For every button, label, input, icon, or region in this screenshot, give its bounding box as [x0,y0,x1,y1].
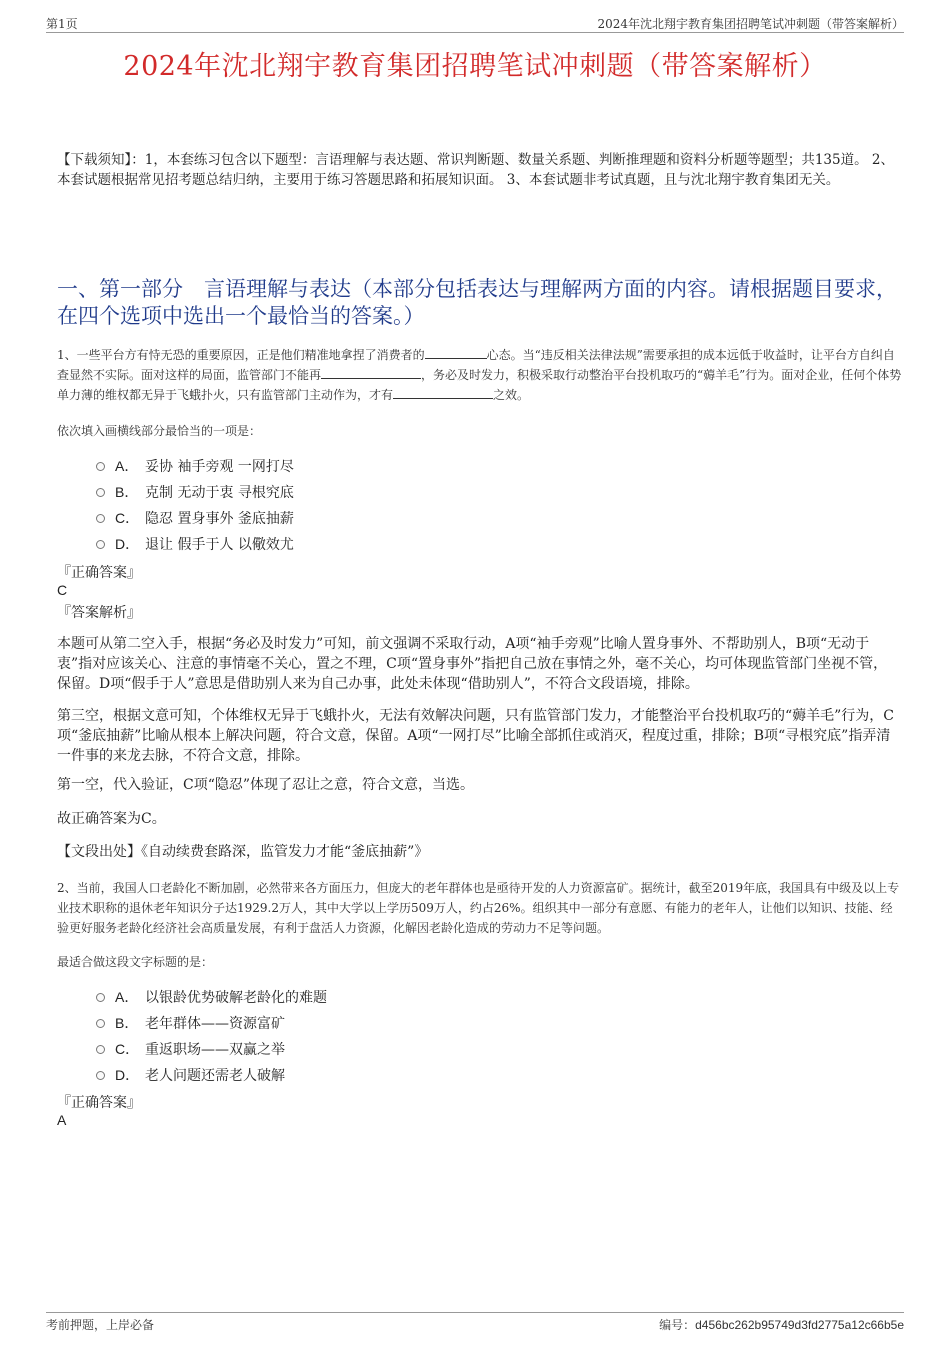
q1-source: 【文段出处】《自动续费套路深，监管发力才能“釜底抽薪”》 [57,844,429,860]
q1-prompt: 依次填入画横线部分最恰当的一项是： [57,424,262,438]
question-1-stem [57,345,902,405]
q2-option-b[interactable]: B． 老年群体——资源富矿 [96,1010,327,1036]
footer-code [659,1316,904,1333]
radio-icon[interactable] [96,514,105,523]
document-title: 2024年沈北翔宇教育集团招聘笔试冲刺题（带答案解析） [123,51,827,82]
q1-text-part-c: ，务必及时发力，积极采取行动整治平台投机取巧的“薅羊毛”行为。面对企业，任何个体势单力薄的维权都无异于飞蛾扑火，只有监管部门主动作为，才有 [57,368,902,402]
q2-prompt: 最适合做这段文字标题的是： [57,955,214,969]
download-notice: 【下载须知】：1，本套练习包含以下题型：言语理解与表达题、常识判断题、数量关系题、判断推理题和资料分析题等题型；共135道。 2、本套试题根据常见招考题总结归纳，主要用于练习答题思路和拓展知识面。 3、本套试题非考试真题，且与沈北翔宇教育集团无关。 [57,152,894,188]
q1-answer: C [57,582,68,598]
fill-blank-3 [393,386,493,399]
radio-icon[interactable] [96,488,105,497]
section-heading: 一、第一部分 言语理解与表达（本部分包括表达与理解两方面的内容。请根据题目要求，在四个选项中选出一个最恰当的答案。） [57,277,897,328]
q1-analysis-label: 『答案解析』 [57,605,141,621]
q1-options [96,453,294,557]
q1-analysis-paragraph: 本题可从第二空入手，根据“务必及时发力”可知，前文强调不采取行动，A项“袖手旁观”比喻人置身事外、不帮助别人，B项“无动于衷”指对应该关心、注意的事情毫不关心，置之不理，C项“置身事外”指把自己放在事情之外，毫不关心，均可体现监管部门坐视不管，保留。D项“假手于人”意思是借助别人来为自己办事，此处未体现“借助别人”，不符合文段语境，排除。 [57,636,888,692]
q1-text-part-b: 心态。当“违反相关法律法规”需要承担的成本远低于收益时，让平台方自纠自查显然不实际。面对这样的局面，监管部门不能再 [57,348,895,382]
q2-option-a[interactable]: A． 以银龄优势破解老龄化的难题 [96,984,327,1010]
page-header [46,14,904,33]
footer-code-label: 编号： [659,1318,696,1332]
footer-code-value: d456bc262b95749d3fd2775a12c66b5e [695,1318,904,1332]
q1-analysis-paragraph: 第三空，根据文意可知，个体维权无异于飞蛾扑火，无法有效解决问题，只有监管部门发力，才能整治平台投机取巧的“薅羊毛”行为，C项“釜底抽薪”比喻从根本上解决问题，符合文意，保留。A项“一网打尽”比喻全部抓住或消灭，程度过重，排除；B项“寻根究底”指弄清一件事的来龙去脉，不符合文意，排除。 [57,708,895,764]
q2-answer: A [57,1112,67,1128]
radio-icon[interactable] [96,1019,105,1028]
q2-options [96,984,327,1088]
question-2-stem: 2、当前，我国人口老龄化不断加剧，必然带来各方面压力，但庞大的老年群体也是亟待开发的人力资源富矿。据统计，截至2019年底，我国具有中级及以上专业技术职称的退休老年知识分子达1929.2万人，其中大学以上学历509万人，约占26%。组织其中一部分有意愿、有能力的老年人，让他们以知识、技能、经验更好服务老龄化经济社会高质量发展，有利于盘活人力资源，化解因老龄化造成的劳动力不足等问题。 [57,881,900,935]
q1-answer-label: 『正确答案』 [57,565,141,581]
fill-blank-1 [425,346,487,359]
q1-option-d[interactable]: D． 退让 假手于人 以儆效尤 [96,531,294,557]
radio-icon[interactable] [96,462,105,471]
fill-blank-2 [321,366,421,379]
q1-option-a[interactable]: A． 妥协 袖手旁观 一网打尽 [96,453,294,479]
radio-icon[interactable] [96,1071,105,1080]
radio-icon[interactable] [96,540,105,549]
q1-analysis-conclusion: 故正确答案为C。 [57,811,166,827]
footer-slogan: 考前押题，上岸必备 [46,1318,155,1332]
q1-text-part-a: 1、一些平台方有恃无恐的重要原因，正是他们精准地拿捏了消费者的 [57,348,425,362]
q1-option-c[interactable]: C． 隐忍 置身事外 釜底抽薪 [96,505,294,531]
q2-answer-label: 『正确答案』 [57,1095,141,1111]
header-doc-title: 2024年沈北翔宇教育集团招聘笔试冲刺题（带答案解析） [597,17,904,31]
page-footer [46,1312,904,1333]
page-number: 第1页 [46,17,78,31]
q1-text-part-d: 之效。 [493,388,530,402]
q2-option-d[interactable]: D． 老人问题还需老人破解 [96,1062,327,1088]
radio-icon[interactable] [96,1045,105,1054]
radio-icon[interactable] [96,993,105,1002]
q1-option-b[interactable]: B． 克制 无动于衷 寻根究底 [96,479,294,505]
q1-analysis-paragraph: 第一空，代入验证，C项“隐忍”体现了忍让之意，符合文意，当选。 [57,777,475,793]
q2-option-c[interactable]: C． 重返职场——双赢之举 [96,1036,327,1062]
